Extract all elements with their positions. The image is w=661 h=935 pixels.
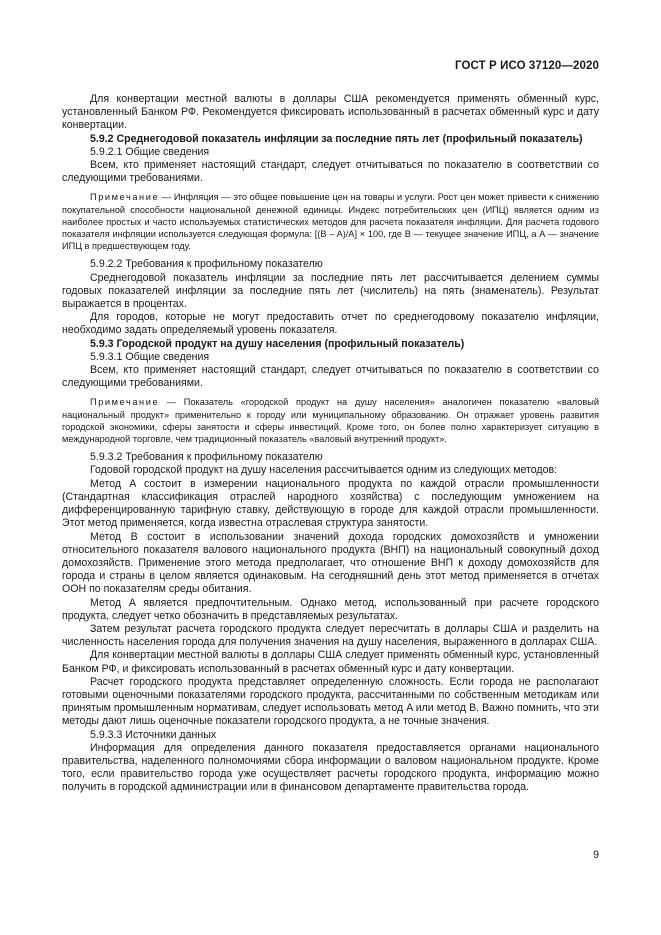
paragraph: Для конвертации местной валюты в доллары США рекомендуется применять обменный курс, установленный Банком РФ. Рекомендуется фиксировать использованный в расчетах обменный курс и дату конвертации. xyxy=(62,93,599,132)
subsection-heading: 5.9.3.3 Источники данных xyxy=(90,728,217,741)
paragraph: Для городов, которые не могут предоставить отчет по среднегодовому показателю инфляции, необходимо задать определяемый уровень показателя. xyxy=(62,311,599,337)
section-heading: 5.9.2 Среднегодовой показатель инфляции за последние пять лет (профильный показатель) xyxy=(90,132,583,145)
subsection-heading: 5.9.3.1 Общие сведения xyxy=(90,350,210,363)
note-label: Примечание xyxy=(90,192,160,203)
paragraph: Всем, кто применяет настоящий стандарт, следует отчитываться по показателю в соответствии со следующими требованиями. xyxy=(62,364,599,390)
paragraph: Расчет городского продукта представляет определенную сложность. Если города не располагают готовыми оценочными показателями городского продукта, рассчитанными по собственным методикам или принятым промышленным нормативам, следует использовать метод A или метод B. Важно помнить, что эти методы дают лишь оценочные показатели городского продукта, а не точные значения. xyxy=(62,675,599,728)
paragraph: Среднегодовой показатель инфляции за последние пять лет рассчитывается делением суммы годовых показателей инфляции за последние пять лет (числитель) на пять (знаменатель). Результат выражается в процентах. xyxy=(62,271,599,311)
paragraph: Годовой городской продукт на душу населения рассчитывается одним из следующих методов: xyxy=(90,464,558,477)
paragraph: Затем результат расчета городского продукта следует пересчитать в доллары США и разделить на численность населения города для получения значения на душу населения, выраженного в долларах США. xyxy=(62,622,599,649)
paragraph: Метод A является предпочтительным. Однако метод, использованный при расчете городского продукта, следует четко обозначить в представляемых результатах. xyxy=(62,596,599,622)
subsection-heading: 5.9.2.2 Требования к профильному показателю xyxy=(90,258,323,271)
page-number: 9 xyxy=(593,849,599,861)
note-label: Примечание xyxy=(90,397,160,408)
note: Примечание — Показатель «городской продукт на душу населения» аналогичен показателю «валовый национальный продукт» применительно к городу или муниципальному образованию. Он отражает уровень развития городской экономики, сферы занятости и сферы инвестиций. Кроме того, он более полно характеризует ситуацию в международной торговле, чем традиционный показатель «валовый внутренний продукт». xyxy=(62,397,599,445)
paragraph: Для конвертации местной валюты в доллары США следует применять обменный курс, установленный Банком РФ, и фиксировать использованный в расчетах обменный курс и дату конвертации. xyxy=(62,649,599,675)
document-body xyxy=(62,93,599,795)
section-heading: 5.9.3 Городской продукт на душу населения (профильный показатель) xyxy=(90,337,465,350)
paragraph: Информация для определения данного показателя предоставляется органами национального правительства, наделенного полномочиями сбора информации о валовом национальном продукте. Кроме того, если правительство города уже осуществляет расчеты городского продукта, информацию можно получить в городской администрации или в финансовом департаменте правительства города. xyxy=(62,741,599,794)
note-text: Инфляция — это общее повышение цен на товары и услуги. Рост цен может привести к снижению покупательной способности национальной денежной единицы. Индекс потребительских цен (ИПЦ) является одним из наиболее простых и часто используемых статистических методов для расчета показателя инфляции. Для расчета годового показателя инфляции используется следующая формула: [(B – A)/A] × 100, где B — текущее значение ИПЦ, а A — значение ИПЦ в предшествующем году. xyxy=(62,192,600,252)
note: Примечание — Инфляция — это общее повышение цен на товары и услуги. Рост цен может привести к снижению покупательной способности национальной денежной единицы. Индекс потребительских цен (ИПЦ) является одним из наиболее простых и часто используемых статистических методов для расчета показателя инфляции. Для расчета годового показателя инфляции используется следующая формула: [(B – A)/A] × 100, где B — текущее значение ИПЦ, а A — значение ИПЦ в предшествующем году. xyxy=(62,192,600,252)
subsection-heading: 5.9.2.1 Общие сведения xyxy=(90,145,210,158)
paragraph: Всем, кто применяет настоящий стандарт, следует отчитываться по показателю в соответствии со следующими требованиями. xyxy=(62,159,599,185)
subsection-heading: 5.9.3.2 Требования к профильному показателю xyxy=(90,451,323,464)
paragraph: Метод A состоит в измерении национального продукта по каждой отрасли промышленности (Стандартная классификация отраслей народного хозяйства) с последующим умножением на дифференцированную тарифную ставку, действующую в городе для каждой отрасли промышленности. Этот метод применяется, когда известна отраслевая структура занятости. xyxy=(62,477,599,530)
paragraph: Метод B состоит в использовании значений дохода городских домохозяйств и умножении относительного показателя валового национального продукта (ВНП) на национальный совокупный доход домохозяйств. Применение этого метода предполагает, что отношение ВНП к доходу домохозяйств для города и страны в целом является одинаковым. На сегодняшний день этот метод применяется в отчетах ООН по показателям среды обитания. xyxy=(62,530,599,596)
document-header: ГОСТ Р ИСО 37120—2020 xyxy=(454,60,599,72)
note-text: Показатель «городской продукт на душу населения» аналогичен показателю «валовый национальный продукт» применительно к городу или муниципальному образованию. Он отражает уровень развития городской экономики, сферы занятости и сферы инвестиций. Кроме того, он более полно характеризует ситуацию в международной торговле, чем традиционный показатель «валовый внутренний продукт». xyxy=(62,397,599,445)
